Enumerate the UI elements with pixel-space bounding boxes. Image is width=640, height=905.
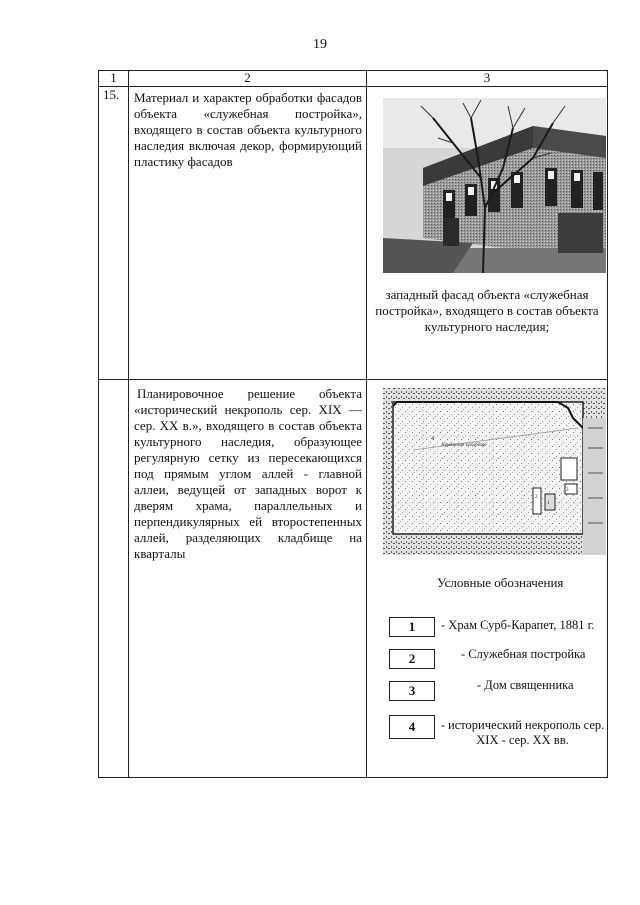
map-label: Армянское кладбище [441,443,487,448]
svg-text:4: 4 [431,436,434,442]
photo-caption: западный фасад объекта «служебная постройка», входящего в состав объекта культурного наследия; [375,287,599,334]
column-header: 2 [129,71,367,87]
table-row [99,87,608,380]
legend-key-box: 1 [389,617,435,637]
building-photo-image [383,98,606,273]
svg-text:2: 2 [535,495,538,500]
necropolis-plan-image [383,388,606,555]
svg-text:1: 1 [547,501,550,506]
map-legend [367,603,607,753]
document-table [98,70,608,778]
table-row [99,380,608,778]
legend-label: - Дом священника [477,678,574,692]
site-plan-map [383,388,606,555]
media-cell [367,87,608,380]
column-header: 3 [367,71,608,87]
row-description: Материал и характер обработки фасадов объекта «служебная постройка», входящего в состав объекта культурного наследия включая декор, формирующий пластику фасадов [129,87,367,380]
table-header-row [99,71,608,87]
row-number [99,380,129,778]
row-description: Планировочное решение объекта «исторический некрополь сер. XIX — сер. XX в.», входящего в состав объекта культурного наследия, образующее регулярную сетку из пересекающихся под прямым углом аллей - главной аллеи, ведущей от западных ворот к дверям храма, параллельных и перпендикулярных ей второстепенных аллей, разделяющих кладбище на кварталы [129,380,367,778]
media-cell [367,380,608,778]
row-number: 15. [99,87,129,380]
legend-key-box: 3 [389,681,435,701]
legend-label: - Храм Сурб-Карапет, 1881 г. [441,618,595,632]
legend-key-box: 4 [389,715,435,739]
legend-label: - исторический некрополь сер. XIX - сер. XX вв. [440,718,605,747]
svg-text:3: 3 [566,488,569,493]
column-header: 1 [99,71,129,87]
facade-photo [383,98,606,273]
page-number: 19 [313,37,327,52]
legend-label: - Служебная постройка [461,647,586,661]
legend-title: Условные обозначения [437,575,564,590]
legend-key-box: 2 [389,649,435,669]
